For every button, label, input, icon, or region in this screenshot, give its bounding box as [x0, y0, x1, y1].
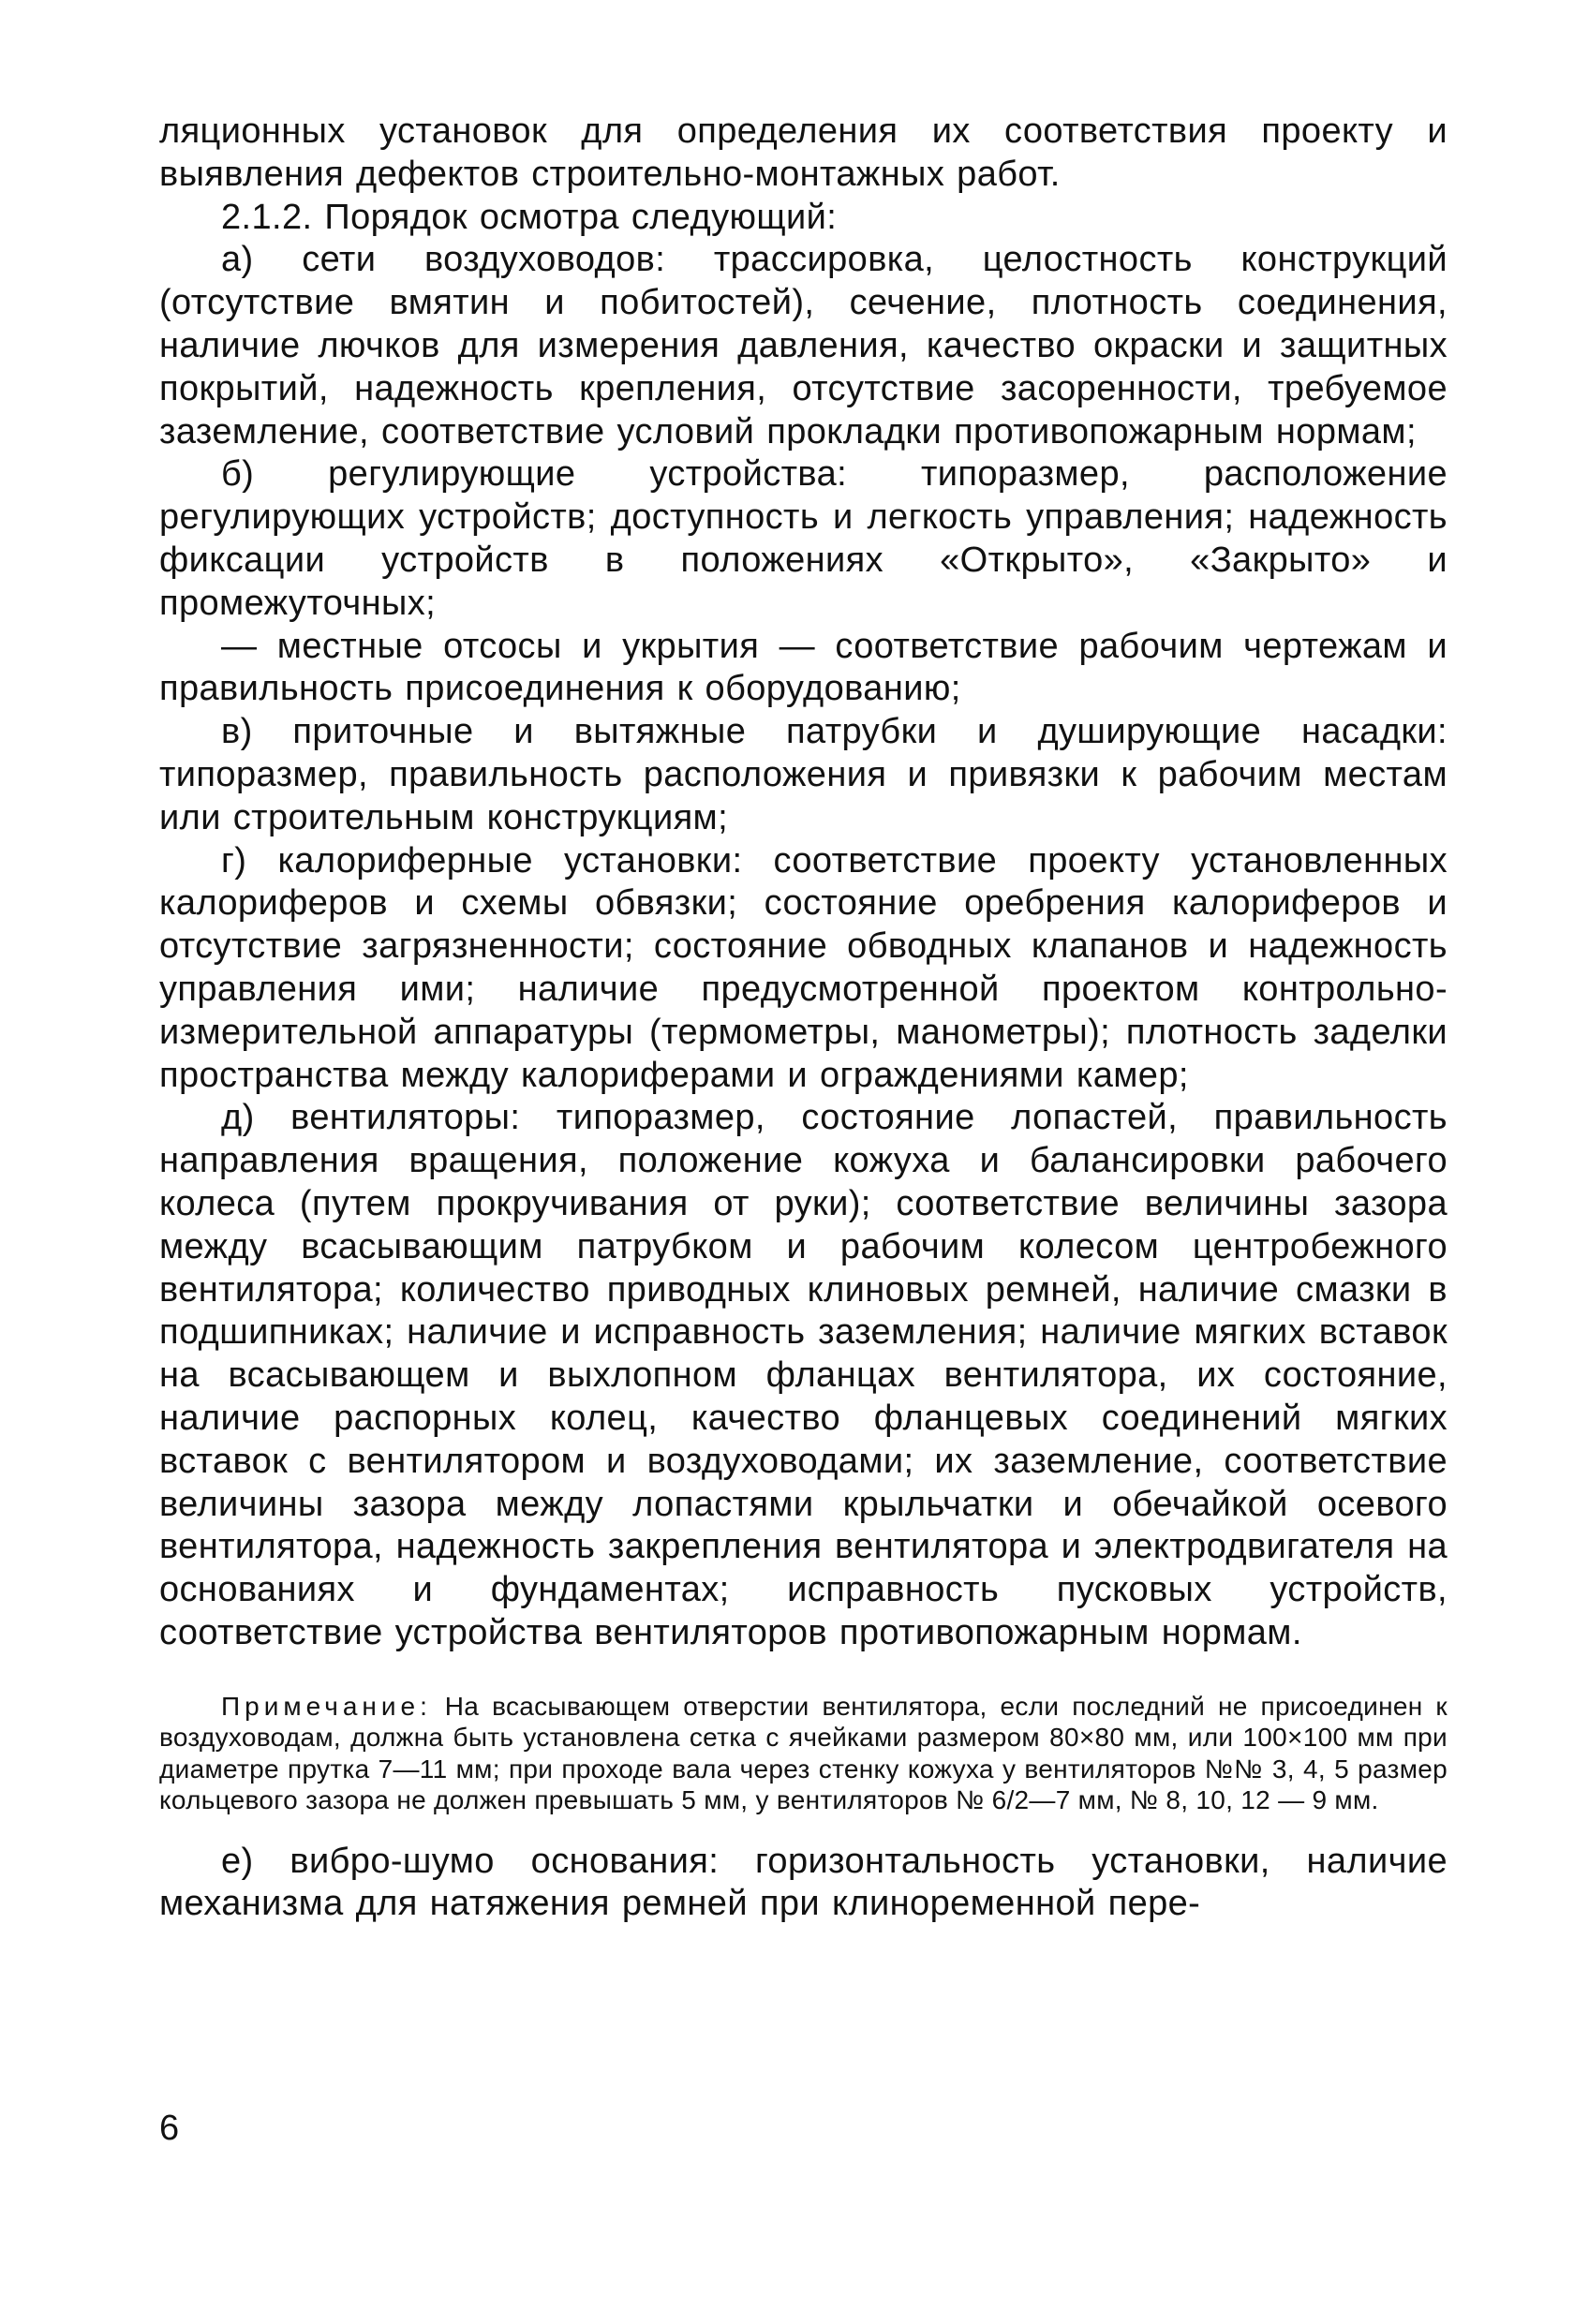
- document-page: [159, 111, 1448, 1926]
- paragraph-item-a-air-ducts: а) сети воздуховодов: трассировка, целостность конструкций (отсутствие вмятин и побитостей), сечение, плотность соединения, наличие лючков для измерения давления, качество окраски и защитных покрытий, надежность крепления, отсутствие засоренности, требуемое заземление, соответствие условий прокладки противопожарным нормам;: [159, 240, 1448, 451]
- paragraph-local-exhausts: — местные отсосы и укрытия — соответствие рабочим чертежам и правильность присоединения к оборудованию;: [159, 626, 1448, 709]
- paragraph-continuation: ляционных установок для определения их соответствия проекту и выявления дефектов строительно-монтажных работ.: [159, 111, 1448, 194]
- paragraph-item-d-fans: д) вентиляторы: типоразмер, состояние лопастей, правильность направления вращения, положение кожуха и балансировки рабочего колеса (путем прокручивания от руки); соответствие величины зазора между всасывающим патрубком и рабочим колесом центробежного вентилятора; количество приводных клиновых ремней, наличие смазки в подшипниках; наличие и исправность заземления; наличие мягких вставок на всасывающем и выхлопном фланцах вентилятора, их состояние, наличие распорных колец, качество фланцевых соединений мягких вставок с вентилятором и воздуховодами; их заземление, соответствие величины зазора между лопастями крыльчатки и обечайкой осевого вентилятора, надежность закрепления вентилятора и электродвигателя на основаниях и фундаментах; исправность пусковых устройств, соответствие устройства вентиляторов противопожарным нормам.: [159, 1098, 1448, 1652]
- page-number: 6: [159, 2109, 180, 2148]
- note-label: Примечание:: [221, 1691, 432, 1721]
- note-text: На всасывающем отверстии вентилятора, если последний не присоединен к воздуховодам, должна быть установлена сетка с ячейками размером 80×80 мм, или 100×100 мм при диаметре прутка 7—11 мм; при проходе вала через стенку кожуха у вентиляторов №№ 3, 4, 5 размер кольцевого зазора не должен превышать 5 мм, у вентиляторов № 6/2—7 мм, № 8, 10, 12 — 9 мм.: [159, 1691, 1448, 1815]
- paragraph-item-b-regulating-devices: б) регулирующие устройства: типоразмер, расположение регулирующих устройств; доступность и легкость управления; надежность фиксации устройств в положениях «Открыто», «Закрыто» и промежуточных;: [159, 454, 1448, 623]
- paragraph-item-g-heaters: г) калориферные установки: соответствие проекту установленных калориферов и схемы обвязки; состояние оребрения калориферов и отсутствие загрязненности; состояние обводных клапанов и надежность управления ими; наличие предусмотренной проектом контрольно-измерительной аппаратуры (термометры, манометры); плотность заделки пространства между калориферами и ограждениями камер;: [159, 840, 1448, 1095]
- paragraph-2-1-2-heading: 2.1.2. Порядок осмотра следующий:: [221, 197, 838, 237]
- paragraph-item-e-vibration-bases: е) вибро-шумо основания: горизонтальность установки, наличие механизма для натяжения ремней при клиноременной пере-: [159, 1841, 1448, 1924]
- paragraph-item-v-nozzles: в) приточные и вытяжные патрубки и душирующие насадки: типоразмер, правильность расположения и привязки к рабочим местам или строительным конструкциям;: [159, 712, 1448, 837]
- note-block: [159, 1691, 1448, 1816]
